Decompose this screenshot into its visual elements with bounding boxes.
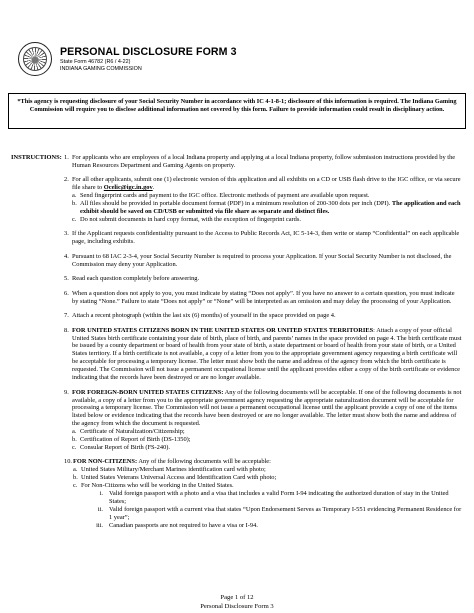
sub-item-c bbox=[72, 216, 462, 224]
instruction-item-9 bbox=[64, 389, 462, 452]
sub-item-b bbox=[72, 436, 462, 444]
instruction-item-8 bbox=[64, 327, 462, 382]
sub-sub-item-iii bbox=[89, 522, 462, 530]
sub-item-text: Consular Report of Birth (FS-240). bbox=[80, 443, 170, 451]
item-number: 4. bbox=[64, 252, 69, 260]
sub-item-text: For Non-Citizens who will be working in the United States. bbox=[81, 482, 234, 490]
item-number: 6. bbox=[64, 289, 69, 297]
instruction-item-4 bbox=[64, 253, 462, 269]
instruction-item-1 bbox=[64, 154, 462, 170]
item-text: If the Applicant requests confidentiality pursuant to the Access to Public Records Act, IC 5-14-3, then write or stamp “Confidential” on each applicable page, including exhibits. bbox=[72, 230, 460, 246]
instruction-item-3 bbox=[64, 230, 462, 246]
instructions-list bbox=[64, 154, 462, 536]
sub-item-bold-text: The application and each exhibit should be saved on CD/USB or submitted via file share as separate and distinct files. bbox=[80, 200, 461, 216]
roman-numeral: iii. bbox=[96, 521, 103, 529]
item-heading: FOR FOREIGN-BORN UNITED STATES CITIZENS: bbox=[72, 388, 224, 396]
state-seal-icon bbox=[18, 42, 52, 76]
sub-item-c bbox=[73, 482, 462, 490]
sub-item-a bbox=[73, 466, 462, 474]
sub-item-text: Send fingerprint cards and payment to the IGC office. Electronic methods of payment are available upon request. bbox=[80, 192, 370, 200]
sub-item-b bbox=[73, 474, 462, 482]
instruction-item-10 bbox=[64, 458, 462, 529]
form-title: PERSONAL DISCLOSURE FORM 3 bbox=[60, 46, 237, 58]
email-link[interactable]: Ocelic@igc.in.gov bbox=[103, 184, 153, 192]
roman-numeral: ii. bbox=[97, 505, 103, 513]
sub-item-text: Certification of Report of Birth (DS-1350); bbox=[80, 436, 191, 444]
item-text: Any of the following documents will be acceptable: bbox=[137, 458, 271, 466]
state-form-number: State Form 46782 (R6 / 4-22) bbox=[60, 59, 131, 65]
sub-item-letter: c. bbox=[72, 443, 77, 451]
sub-item-c bbox=[72, 444, 462, 452]
instruction-item-6 bbox=[64, 290, 462, 306]
item-number: 5. bbox=[64, 275, 69, 283]
item-number: 1. bbox=[64, 154, 69, 161]
sub-item-text: United States Veterans Universal Access and Identification Card with photo; bbox=[81, 474, 277, 482]
item-text: When a question does not apply to you, you must indicate by stating “Does not apply”. If you have no answer to a certain question, you must indicate by stating “None.” Failure to state “Does not apply” or “None” will be interpreted as an omission and may delay the processing of your Application. bbox=[72, 289, 455, 305]
sub-sub-item-ii bbox=[89, 506, 462, 522]
sub-sub-item-text: Valid foreign passport with a current visa that states “Upon Endorsement Serves as Temporary I-551 evidencing Permanent Residence for 1 year”; bbox=[109, 505, 462, 521]
item-number: 8. bbox=[64, 326, 69, 334]
item-number: 7. bbox=[64, 312, 69, 320]
sub-item-letter: a. bbox=[72, 192, 77, 200]
item-number: 3. bbox=[64, 230, 69, 238]
footer-form-name: Personal Disclosure Form 3 bbox=[200, 603, 274, 610]
sub-item-text: Do not submit documents in hard copy format, with the exception of fingerprint cards. bbox=[80, 215, 301, 223]
item-number: 10. bbox=[64, 458, 72, 466]
item-text: For applicants who are employees of a local Indiana property and applying at a local Indiana property, follow submission instructions provided by the Human Resources Department and Gaming Agents on property. bbox=[72, 154, 456, 169]
item-text: Any of the following documents will be acceptable. If one of the following documents is not available, a copy of a letter from you to the appropriate government agency requesting the appropriate naturalization document will be acceptable for processing a temporary license. The Commission will not issue a permanent occupational license until the applicant provide a copy of one of the items listed below or evidence indicating that the records have been destroyed or are no longer available. The letter must show both the name and address of the agency from which the document is requested. bbox=[72, 388, 462, 428]
sub-item-letter: c. bbox=[73, 482, 78, 490]
sub-sub-item-i bbox=[89, 490, 462, 506]
form-subtitle bbox=[60, 59, 142, 72]
sub-item-letter: b. bbox=[72, 200, 77, 208]
item-number: 9. bbox=[64, 388, 69, 396]
sub-sub-item-text: Canadian passports are not required to have a visa or I-94. bbox=[109, 521, 258, 529]
instructions-label: INSTRUCTIONS: bbox=[11, 154, 62, 161]
sub-item-letter: a. bbox=[73, 466, 78, 474]
item-text: : Attach a copy of your official United States birth certificate containing your date of birth, place of birth, and parents’ names in the space provided on page 4. The birth certificate must be issued by a county department or board of health from your state of birth, a state department or board of health from your state of birth, or a United States territory. If a birth certificate is not available, a copy of a letter from you to the appropriate government agency requesting a birth certificate will be acceptable for processing a temporary license. The letter must show both the name and address of the agency from which the birth certificate is requested. The Commission will not issue a permanent occupational license until the applicant provides either a copy of the birth certificate or evidence indicating that the records have been destroyed or are no longer available. bbox=[72, 326, 462, 382]
item-text: For all other applicants, submit one (1) electronic version of this application and all exhibits on a CD or USB flash drive to the IGC office, or via secure file share to bbox=[72, 176, 461, 192]
sub-item-letter: c. bbox=[72, 215, 77, 223]
sub-sub-item-text: Valid foreign passport with a photo and a visa that includes a valid Form I-94 indicating the authorized duration of stay in the United States; bbox=[109, 490, 449, 505]
page-number: Page 1 of 12 bbox=[220, 594, 254, 601]
roman-numeral: i. bbox=[99, 490, 103, 498]
item-heading: FOR NON-CITIZENS: bbox=[73, 458, 138, 466]
item-text-end: . bbox=[152, 184, 155, 192]
item-heading: FOR UNITED STATES CITIZENS BORN IN THE UNITED STATES OR UNITED STATES TERRITORIES bbox=[72, 326, 374, 334]
agency-name: INDIANA GAMING COMMISSION bbox=[60, 65, 142, 72]
sub-item-text: Certificate of Naturalization/Citizenship; bbox=[80, 428, 185, 436]
sub-item-letter: b. bbox=[73, 474, 78, 482]
instruction-item-5 bbox=[64, 275, 462, 283]
sub-item-a bbox=[72, 192, 462, 200]
sub-item-letter: b. bbox=[72, 436, 77, 444]
item-text: Read each question completely before answering. bbox=[72, 275, 200, 283]
item-number: 2. bbox=[64, 176, 69, 184]
sub-item-text: All files should be provided in portable document format (PDF) in a minimum resolution of 200-300 dots per inch (DPI). bbox=[80, 200, 392, 208]
item-text: Pursuant to 68 IAC 2-3-4, your Social Security Number is required to process your Application. If your Social Security Number is not disclosed, the Commission may deny your Application. bbox=[72, 252, 452, 268]
sub-item-a bbox=[72, 428, 462, 436]
item-text: Attach a recent photograph (within the last six (6) months) of yourself in the space provided on page 4. bbox=[72, 312, 336, 320]
sub-item-text: United States Military/Merchant Marines identification card with photo; bbox=[81, 466, 266, 474]
sub-item-letter: a. bbox=[72, 428, 77, 436]
instruction-item-7 bbox=[64, 312, 462, 320]
sub-item-b bbox=[72, 200, 462, 216]
instruction-item-2 bbox=[64, 176, 462, 223]
ssn-notice-box: *This agency is requesting disclosure of your Social Security Number in accordance with IC 4-1-8-1; disclosure of this information is required. The Indiana Gaming Commission will require you to disclose additional information not covered by this form. Failure to provide information could result in disciplinary action. bbox=[8, 93, 466, 129]
